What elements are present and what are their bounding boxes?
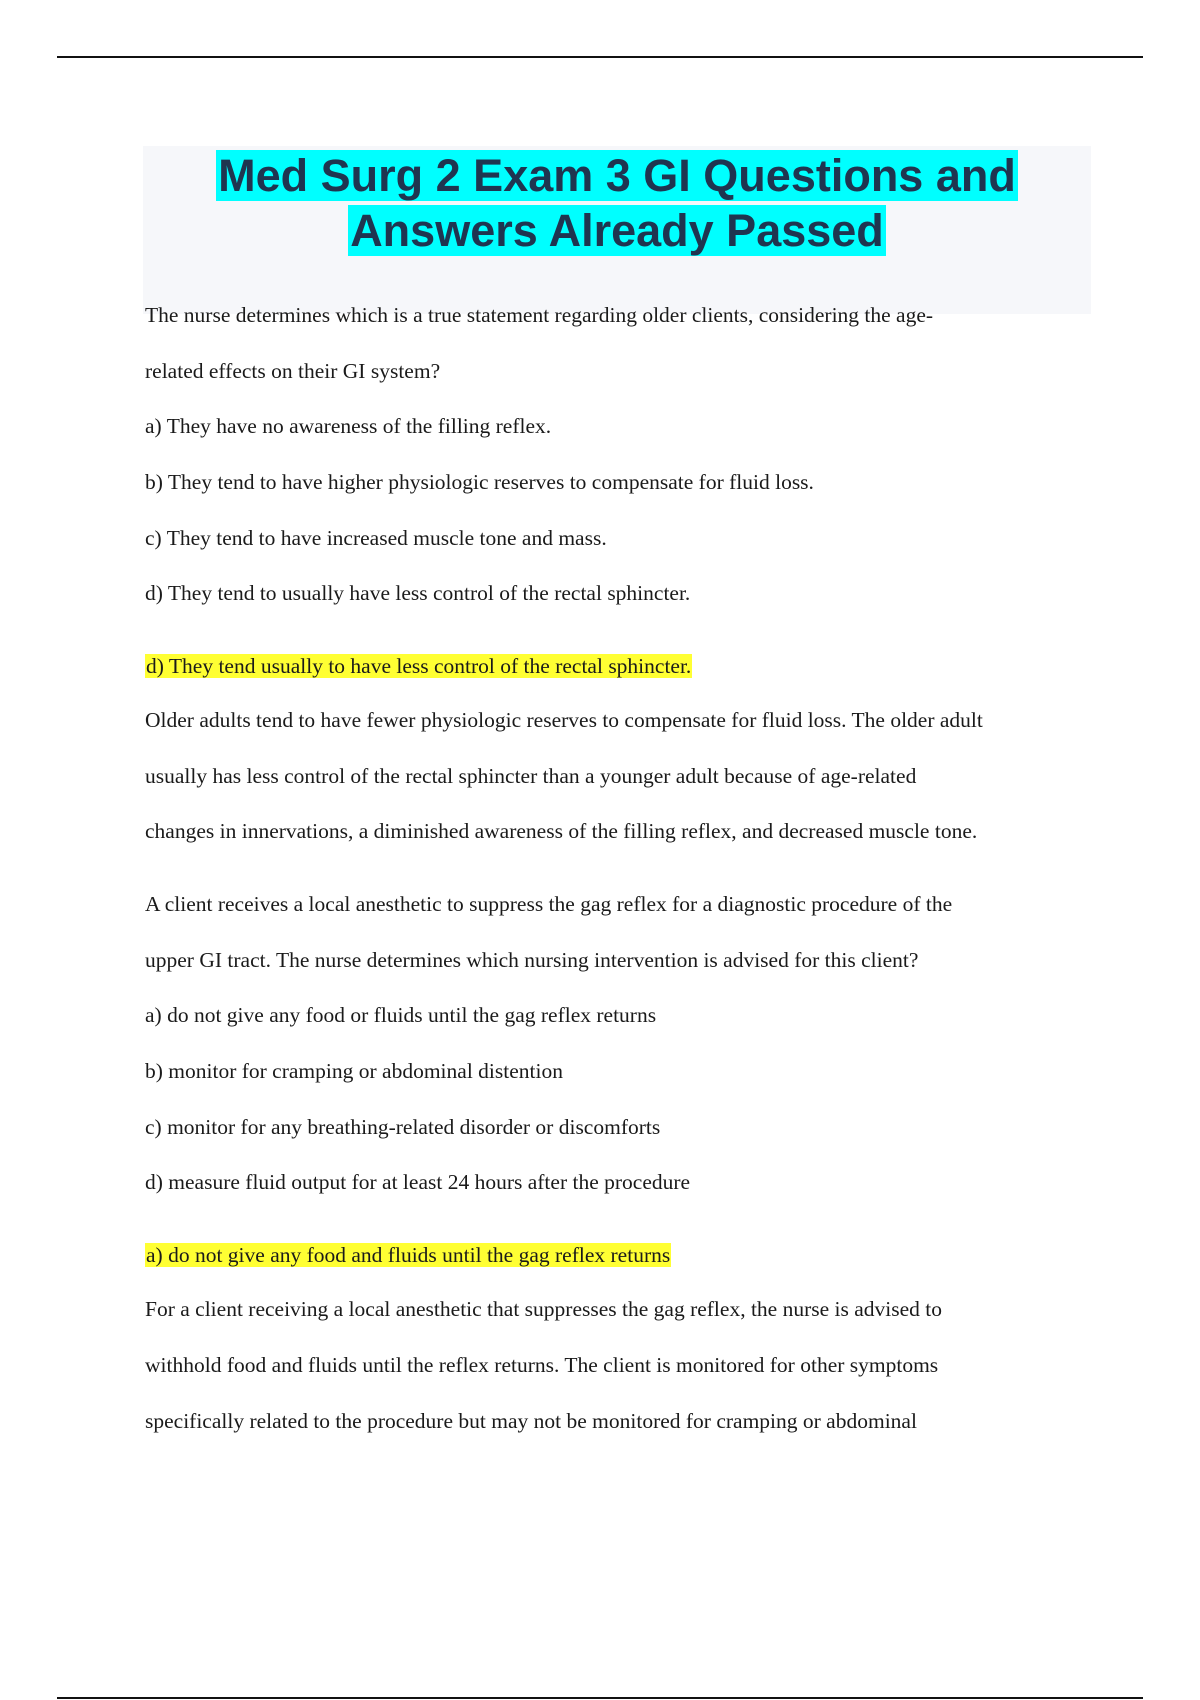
bottom-rule xyxy=(57,1697,1143,1699)
question-1-stem-line-1: The nurse determines which is a true statement regarding older clients, considering the age- xyxy=(145,303,934,327)
title-block xyxy=(143,146,1091,314)
question-2-option-d: d) measure fluid output for at least 24 hours after the procedure xyxy=(145,1170,691,1194)
question-1-answer xyxy=(145,651,692,681)
question-1-rationale-line-2: usually has less control of the rectal sphincter than a younger adult because of age-related xyxy=(145,764,917,788)
title-line-1: Med Surg 2 Exam 3 GI Questions and xyxy=(218,150,1016,201)
question-1-option-c: c) They tend to have increased muscle tone and mass. xyxy=(145,526,607,550)
question-1-option-b: b) They tend to have higher physiologic reserves to compensate for fluid loss. xyxy=(145,470,814,494)
question-2-option-a: a) do not give any food or fluids until the gag reflex returns xyxy=(145,1003,657,1027)
question-2-stem-line-1: A client receives a local anesthetic to suppress the gag reflex for a diagnostic procedure of the xyxy=(145,892,953,916)
top-rule xyxy=(57,56,1143,58)
question-1-option-a: a) They have no awareness of the filling reflex. xyxy=(145,414,552,438)
question-2-stem-line-2: upper GI tract. The nurse determines which nursing intervention is advised for this client? xyxy=(145,948,919,972)
question-1-option-d: d) They tend to usually have less control of the rectal sphincter. xyxy=(145,581,691,605)
question-2-option-c: c) monitor for any breathing-related disorder or discomforts xyxy=(145,1115,661,1139)
title-line-2: Answers Already Passed xyxy=(350,205,884,256)
question-1-rationale-line-3: changes in innervations, a diminished awareness of the filling reflex, and decreased muscle tone. xyxy=(145,819,978,843)
question-1-rationale-line-1: Older adults tend to have fewer physiologic reserves to compensate for fluid loss. The older adult xyxy=(145,708,983,732)
question-1-answer-text: d) They tend usually to have less control of the rectal sphincter. xyxy=(146,654,692,678)
question-2-rationale-line-3: specifically related to the procedure but may not be monitored for cramping or abdominal xyxy=(145,1409,917,1433)
question-2-option-b: b) monitor for cramping or abdominal distention xyxy=(145,1059,563,1083)
document-title xyxy=(216,148,1018,258)
question-1-stem-line-2: related effects on their GI system? xyxy=(145,359,441,383)
question-2-rationale-line-1: For a client receiving a local anesthetic that suppresses the gag reflex, the nurse is advised to xyxy=(145,1297,943,1321)
question-2-answer-text: a) do not give any food and fluids until the gag reflex returns xyxy=(146,1243,671,1267)
question-2-answer xyxy=(145,1240,671,1270)
question-2-rationale-line-2: withhold food and fluids until the reflex returns. The client is monitored for other symptoms xyxy=(145,1353,939,1377)
